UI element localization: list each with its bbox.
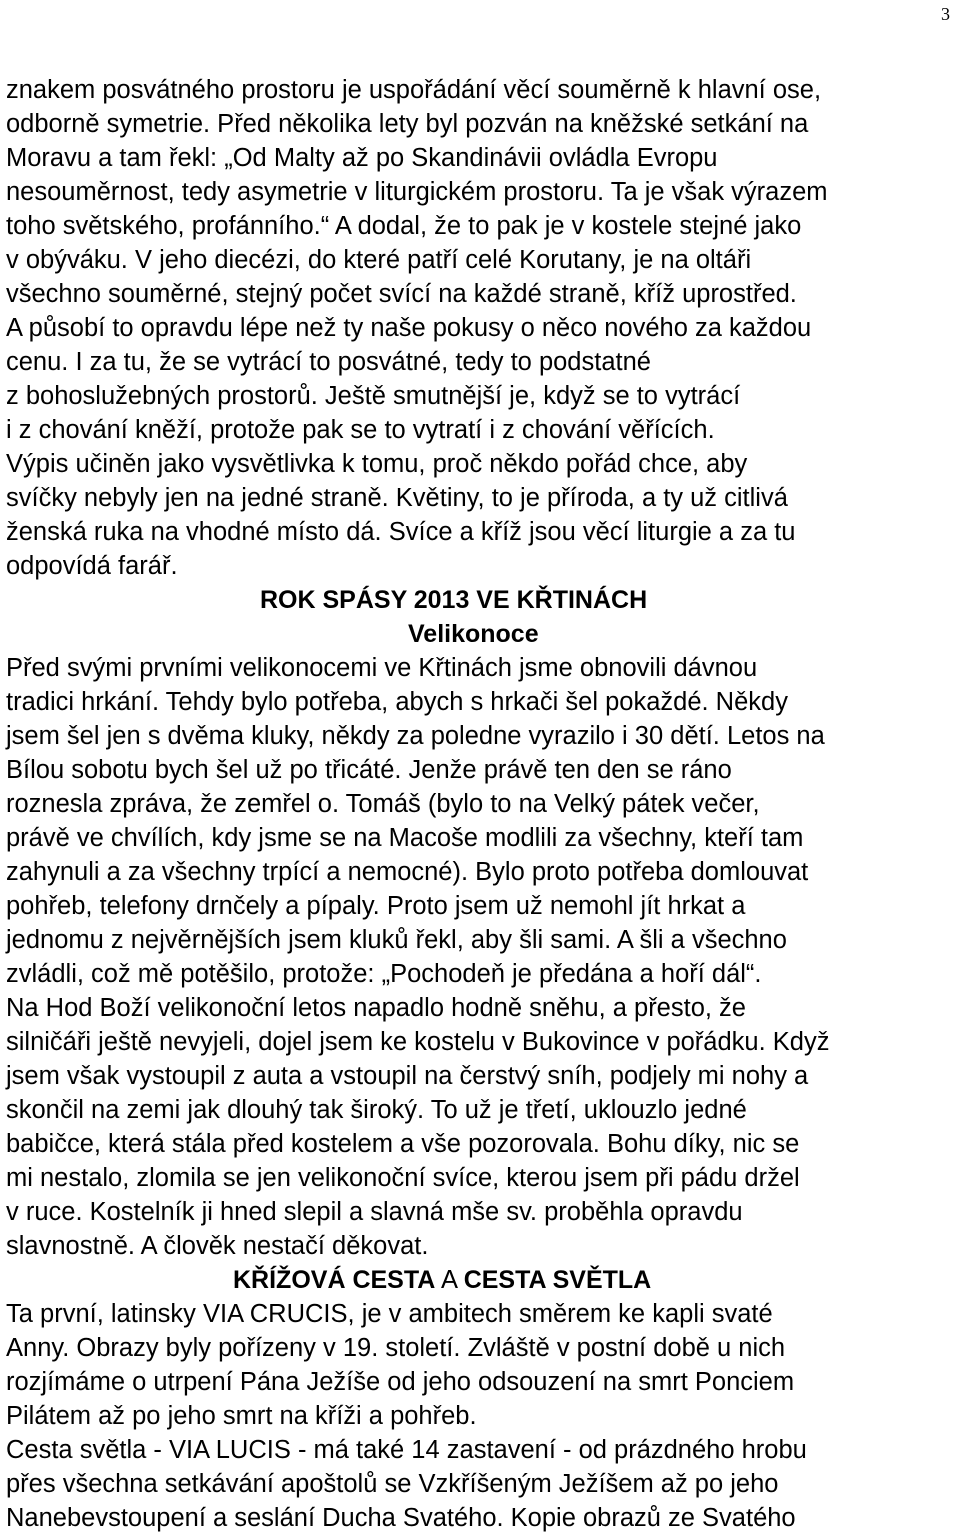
text-line: Cesta světla - VIA LUCIS - má také 14 zastavení - od prázdného hrobu [6, 1436, 807, 1464]
text-line: cenu. I za tu, že se vytrácí to posvátné, tedy to podstatné [6, 348, 651, 376]
text-line: Nanebevstoupení a seslání Ducha Svatého. Kopie obrazů ze Svatého [6, 1504, 796, 1532]
text-line: mi nestalo, zlomila se jen velikonoční svíce, kterou jsem při pádu držel [6, 1164, 800, 1192]
text-line: toho světského, profánního.“ A dodal, že to pak je v kostele stejné jako [6, 212, 802, 240]
text-line: Před svými prvními velikonocemi ve Křtinách jsme obnovili dávnou [6, 654, 758, 682]
heading-part: KŘÍŽOVÁ CESTA [233, 1266, 436, 1294]
heading-connector: A [435, 1266, 464, 1294]
text-line: babičce, která stála před kostelem a vše pozorovala. Bohu díky, nic se [6, 1130, 800, 1158]
text-line: ženská ruka na vhodné místo dá. Svíce a kříž jsou věcí liturgie a za tu [6, 518, 796, 546]
section-heading-3 [233, 1263, 651, 1297]
text-line: právě ve chvílích, kdy jsme se na Macoše modlili za všechny, kteří tam [6, 824, 804, 852]
text-line: Moravu a tam řekl: „Od Malty až po Skandinávii ovládla Evropu [6, 144, 718, 172]
text-line: z bohoslužebných prostorů. Ještě smutnější je, když se to vytrácí [6, 382, 741, 410]
text-line: nesouměrnost, tedy asymetrie v liturgickém prostoru. Ta je však výrazem [6, 178, 828, 206]
text-line: znakem posvátného prostoru je uspořádání věcí souměrně k hlavní ose, [6, 76, 822, 104]
text-line: jsem však vystoupil z auta a vstoupil na čerstvý sníh, podjely mi nohy a [6, 1062, 809, 1090]
text-line: zahynuli a za všechny trpící a nemocné). Bylo proto potřeba domlouvat [6, 858, 809, 886]
text-line: Bílou sobotu bych šel už po třicáté. Jenže právě ten den se ráno [6, 756, 732, 784]
text-line: svíčky nebyly jen na jedné straně. Květiny, to je příroda, a ty už citlivá [6, 484, 788, 512]
section-heading: ROK SPÁSY 2013 VE KŘTINÁCH [260, 586, 648, 614]
text-line: Anny. Obrazy byly pořízeny v 19. století. Zvláště v postní době u nich [6, 1334, 786, 1362]
text-line: rozjímáme o utrpení Pána Ježíše od jeho odsouzení na smrt Ponciem [6, 1368, 795, 1396]
text-line: jsem šel jen s dvěma kluky, někdy za poledne vyrazilo i 30 dětí. Letos na [6, 722, 825, 750]
text-line: všechno souměrné, stejný počet svící na každé straně, kříž uprostřed. [6, 280, 797, 308]
section-subheading: Velikonoce [408, 620, 539, 648]
text-line: A působí to opravdu lépe než ty naše pokusy o něco nového za každou [6, 314, 812, 342]
text-line: roznesla zpráva, že zemřel o. Tomáš (bylo to na Velký pátek večer, [6, 790, 760, 818]
text-line: skončil na zemi jak dlouhý tak široký. To už je třetí, uklouzlo jedné [6, 1096, 747, 1124]
text-line: Pilátem až po jeho smrt na kříži a pohřeb. [6, 1402, 477, 1430]
text-line: tradici hrkání. Tehdy bylo potřeba, abych s hrkači šel pokaždé. Někdy [6, 688, 788, 716]
text-line: jednomu z nejvěrnějších jsem kluků řekl, aby šli sami. A šli a všechno [6, 926, 787, 954]
text-line: silničáři ještě nevyjeli, dojel jsem ke kostelu v Bukovince v pořádku. Když [6, 1028, 830, 1056]
text-line: pohřeb, telefony drnčely a pípaly. Proto jsem už nemohl jít hrkat a [6, 892, 746, 920]
text-line: Ta první, latinsky VIA CRUCIS, je v ambitech směrem ke kapli svaté [6, 1300, 773, 1328]
text-line: i z chování kněží, protože pak se to vytratí i z chování věřících. [6, 416, 715, 444]
heading-part: CESTA SVĚTLA [463, 1266, 652, 1294]
text-line: Výpis učiněn jako vysvětlivka k tomu, proč někdo pořád chce, aby [6, 450, 748, 478]
text-line: v obýváku. V jeho diecézi, do které patří celé Korutany, je na oltáři [6, 246, 752, 274]
text-line: přes všechna setkávání apoštolů se Vzkříšeným Ježíšem až po jeho [6, 1470, 779, 1498]
text-line: odpovídá farář. [6, 552, 178, 580]
text-line: slavnostně. A člověk nestačí děkovat. [6, 1232, 429, 1260]
text-line: Na Hod Boží velikonoční letos napadlo hodně sněhu, a přesto, že [6, 994, 746, 1022]
text-line: zvládli, což mě potěšilo, protože: „Pochodeň je předána a hoří dál“. [6, 960, 762, 988]
text-line: v ruce. Kostelník ji hned slepil a slavná mše sv. proběhla opravdu [6, 1198, 743, 1226]
text-line: odborně symetrie. Před několika lety byl pozván na kněžské setkání na [6, 110, 809, 138]
page-number: 3 [941, 4, 950, 24]
